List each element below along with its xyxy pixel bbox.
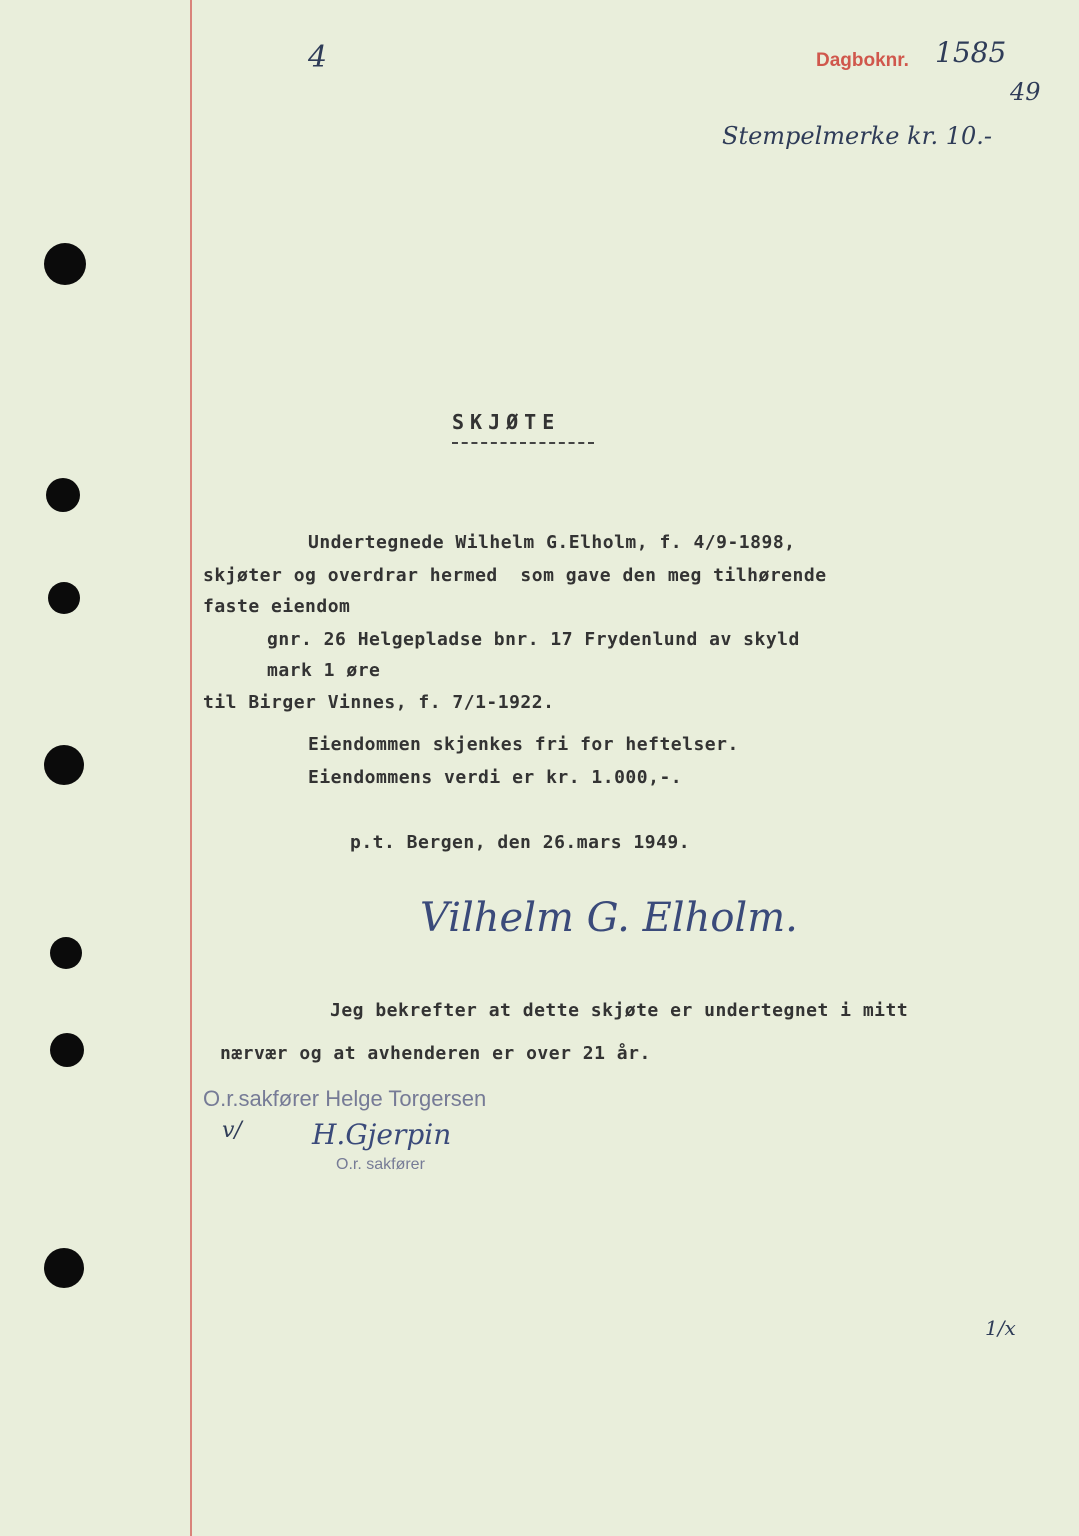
body-line-6: til Birger Vinnes, f. 7/1-1922. bbox=[203, 692, 555, 713]
register-year: 49 bbox=[1010, 78, 1041, 106]
punch-hole-1 bbox=[44, 243, 86, 285]
punch-hole-2 bbox=[46, 478, 80, 512]
body-line-7: Eiendommen skjenkes fri for heftelser. bbox=[308, 734, 739, 755]
punch-hole-7 bbox=[44, 1248, 84, 1288]
punch-hole-6 bbox=[50, 1033, 84, 1067]
confirmation-line-1: Jeg bekrefter at dette skjøte er undertegnet i mitt bbox=[330, 1000, 909, 1021]
punch-hole-3 bbox=[48, 582, 80, 614]
grantor-signature: Vilhelm G. Elholm. bbox=[420, 895, 798, 941]
footer-mark: 1/x bbox=[985, 1316, 1016, 1340]
witness-title: O.r. sakfører bbox=[336, 1156, 425, 1173]
witness-stamp: O.r.sakfører Helge Torgersen bbox=[203, 1086, 487, 1111]
body-line-3: faste eiendom bbox=[203, 596, 351, 617]
body-line-1: Undertegnede Wilhelm G.Elholm, f. 4/9-1898, bbox=[308, 532, 796, 553]
body-line-5: mark 1 øre bbox=[267, 660, 381, 681]
stamp-fee-note: Stempelmerke kr. 10.- bbox=[722, 122, 993, 150]
document-title: SKJØTE bbox=[452, 410, 561, 434]
witness-prefix: v/ bbox=[222, 1118, 242, 1143]
witness-signature: H.Gjerpin bbox=[312, 1118, 452, 1151]
punch-hole-4 bbox=[44, 745, 84, 785]
register-label: Dagboknr. bbox=[816, 50, 909, 71]
page-mark: 4 bbox=[308, 40, 328, 75]
body-line-2: skjøter og overdrar hermed som gave den meg tilhørende bbox=[203, 565, 827, 586]
body-line-4: gnr. 26 Helgeplad⁠se bnr. 17 Frydenlund av skyld bbox=[267, 629, 800, 650]
punch-hole-5 bbox=[50, 937, 82, 969]
body-line-8: Eiendommens verdi er kr. 1.000,-. bbox=[308, 767, 683, 788]
title-underline bbox=[452, 442, 594, 444]
register-number: 1585 bbox=[935, 36, 1007, 69]
confirmation-line-2: nærvær og at avhenderen er over 21 år. bbox=[220, 1043, 651, 1064]
margin-line bbox=[190, 0, 192, 1536]
place-date-line: p.t. Bergen, den 26.mars 1949. bbox=[350, 832, 691, 853]
